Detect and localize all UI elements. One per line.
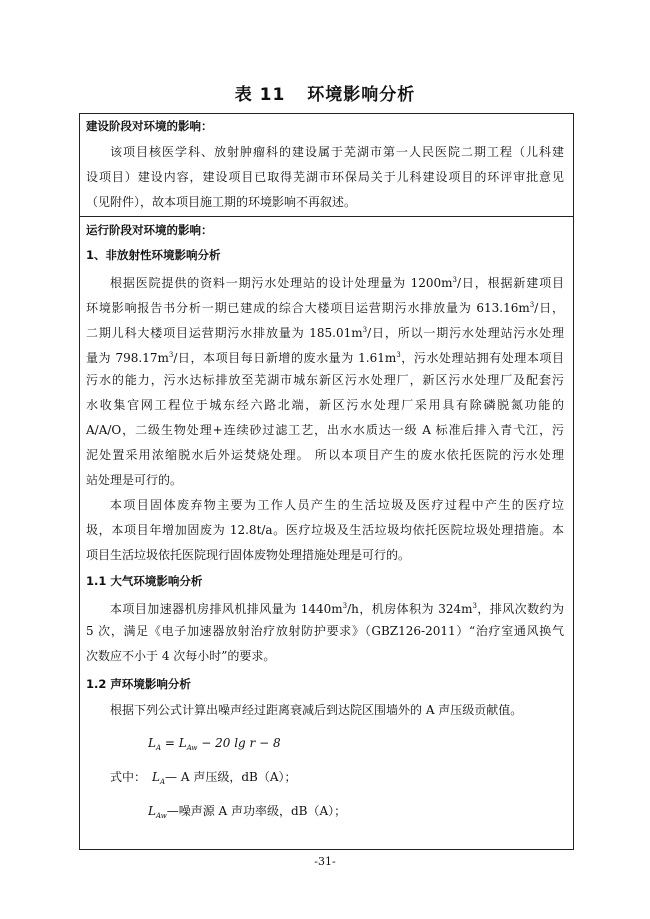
construction-heading: 建设阶段对环境的影响： bbox=[86, 119, 213, 133]
table-title: 环境影响分析 bbox=[307, 85, 416, 105]
row-divider bbox=[79, 216, 574, 217]
para1-line-6: 水收集官网工程位于城东经六路北端，新区污水处理厂采用具有除磷脱氮功能的 bbox=[86, 398, 564, 412]
para1-line-7: A/A/O，二级生物处理+连续砂过滤工艺，出水水质达一级 A 标准后排入青弋江，污 bbox=[86, 423, 564, 437]
para1-line-2: 环境影响报告书分析一期已建成的综合大楼项目运营期污水排放量为 $613.16m^3/$日， bbox=[86, 301, 565, 315]
page-title bbox=[0, 80, 650, 105]
section12-heading: 1.2 声环境影响分析 bbox=[86, 677, 191, 691]
construction-line-1: 该项目核医学科、放射肿瘤科的建设属于芜湖市第一人民医院二期工程（儿科建 bbox=[110, 145, 564, 159]
section11-line-2: 5 次，满足《电子加速器放射治疗放射防护要求》（GBZ126-2011）“治疗室通风换气 bbox=[86, 624, 564, 638]
construction-line-2: 设项目）建设内容，建设项目已取得芜湖市环保局关于儿科建设项目的环评审批意见 bbox=[86, 170, 564, 184]
para2-line-2: 圾，本项目年增加固废为 12.8t/a。医疗垃圾及生活垃圾均依托医院垃圾处理措施。本 bbox=[86, 523, 564, 537]
para1-line-4: 量为 $798.17m^3/$日，本项目每日新增的废水量为 $1.61m^3$，污水处理站拥有处理本项目 bbox=[86, 351, 564, 365]
para1-line-8: 泥处置采用浓缩脱水后外运焚烧处理。 所以本项目产生的废水依托医院的污水处理 bbox=[86, 448, 564, 462]
para1-line-9: 站处理是可行的。 bbox=[86, 473, 183, 487]
page-number: -31- bbox=[314, 855, 336, 868]
para2-line-1: 本项目固体废弃物主要为工作人员产生的生活垃圾及医疗过程中产生的医疗垃 bbox=[110, 498, 564, 512]
table-number: 表 11 bbox=[234, 85, 286, 105]
formula-where-line: 式中： $L_A—$ A 声压级，dB（A）； bbox=[110, 770, 297, 786]
section11-heading: 1.1 大气环境影响分析 bbox=[86, 574, 203, 588]
para1-line-3: 二期儿科大楼项目运营期污水排放量为 $185.01m^3/$日，所以一期污水处理站污水处理 bbox=[86, 326, 565, 340]
operation-heading: 运行阶段对环境的影响： bbox=[86, 223, 213, 237]
construction-line-3: （见附件），故本项目施工期的环境影响不再叙述。 bbox=[86, 195, 357, 209]
section1-heading: 1、非放射性环境影响分析 bbox=[86, 248, 221, 262]
para1-line-5: 污水的能力，污水达标排放至芜湖市城东新区污水处理厂，新区污水处理厂及配套污 bbox=[86, 373, 564, 387]
formula-var2-line: $L_{Aw}—$噪声源 A 声功率级，dB（A）； bbox=[148, 804, 347, 820]
para1-line-1: 根据医院提供的资料一期污水处理站的设计处理量为 $1200m^3/$日，根据新建项目 bbox=[110, 276, 564, 290]
attenuation-formula: $L_A = L_{Aw} - 20$ lg r − 8 bbox=[148, 736, 281, 752]
section11-line-3: 次数应不小于 4 次每小时”的要求。 bbox=[86, 649, 276, 663]
section12-intro: 根据下列公式计算出噪声经过距离衰减后到达院区围墙外的 A 声压级贡献值。 bbox=[110, 703, 523, 717]
section11-line-1: 本项目加速器机房排风机排风量为 $1440m^3/h$，机房体积为 $324m^3$，排风次数约为 bbox=[110, 602, 564, 616]
para2-line-3: 项目生活垃圾依托医院现行固体废物处理措施处理是可行的。 bbox=[86, 548, 411, 562]
